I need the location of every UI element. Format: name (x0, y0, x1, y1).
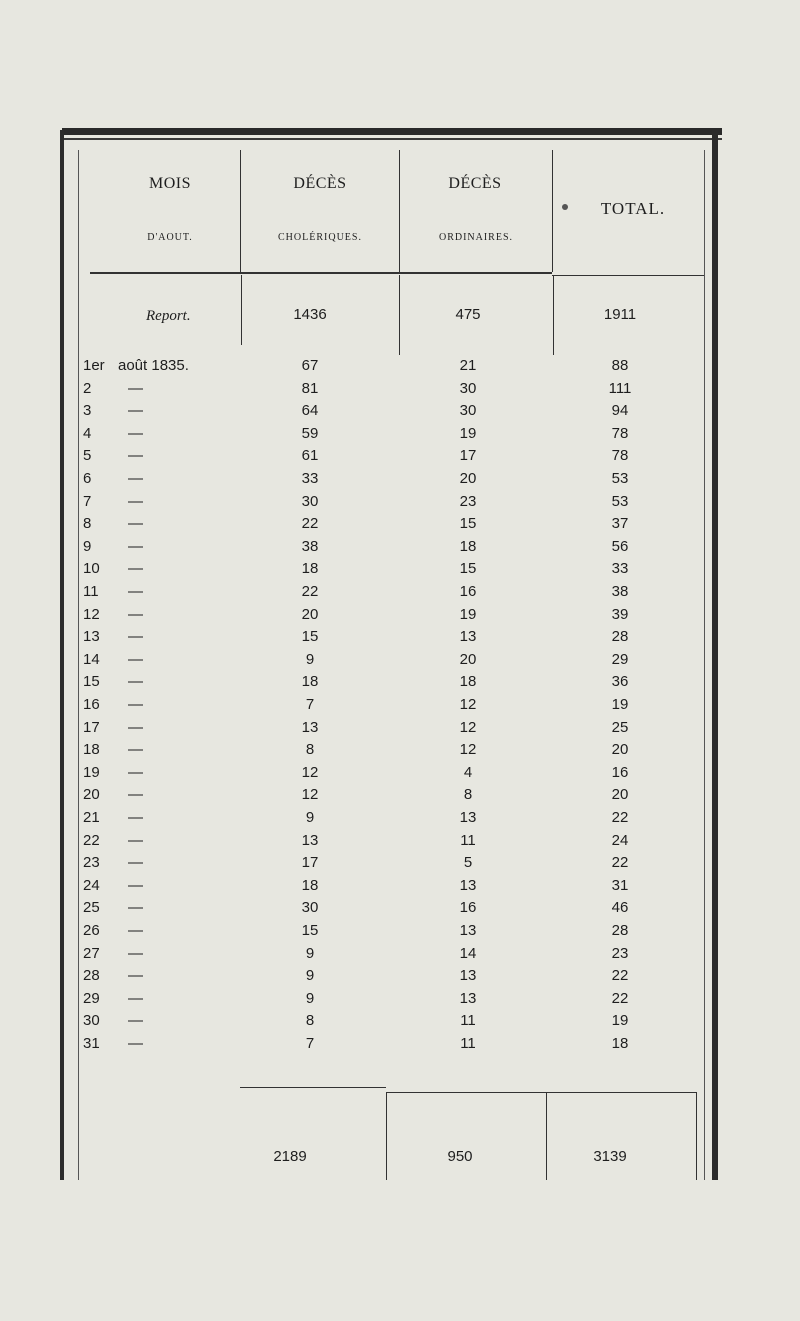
row-ordinaires: 19 (459, 606, 477, 623)
row-day: 31 (83, 1035, 100, 1052)
row-day: 3 (83, 402, 92, 419)
row-dash: — (128, 945, 143, 962)
table-right-border (712, 130, 718, 1180)
row-choleriques: 18 (301, 560, 319, 577)
row-day: 23 (83, 854, 100, 871)
row-total: 38 (611, 583, 629, 600)
row-total: 56 (611, 538, 629, 555)
row-ordinaires: 8 (463, 786, 473, 803)
row-ordinaires: 11 (460, 832, 476, 849)
row-day: 25 (83, 899, 100, 916)
row-day: 16 (83, 696, 100, 713)
row-dash: — (128, 741, 143, 758)
row-choleriques: 38 (301, 538, 319, 555)
row-dash: — (128, 967, 143, 984)
row-ordinaires: 11 (460, 1035, 476, 1052)
header-total: TOTAL. (600, 199, 666, 218)
row-total: 111 (608, 380, 632, 397)
row-total: 46 (611, 899, 629, 916)
row-dash: — (128, 922, 143, 939)
row-ordinaires: 18 (459, 673, 477, 690)
row-total: 36 (611, 673, 629, 690)
row-total: 22 (611, 809, 629, 826)
row-dash: — (128, 583, 143, 600)
row-total: 23 (611, 945, 629, 962)
total-choleriques: 2189 (273, 1148, 307, 1165)
row-choleriques: 22 (301, 515, 319, 532)
row-ordinaires: 30 (459, 402, 477, 419)
row-choleriques: 81 (301, 380, 319, 397)
row-ordinaires: 21 (459, 357, 477, 374)
row-month-label: août 1835. (118, 357, 189, 374)
row-dash: — (128, 877, 143, 894)
row-total: 88 (611, 357, 629, 374)
table-top-border (62, 128, 722, 135)
row-day: 4 (83, 425, 92, 442)
row-dash: — (128, 899, 143, 916)
row-total: 22 (611, 854, 629, 871)
row-choleriques: 9 (305, 945, 315, 962)
row-day: 9 (83, 538, 92, 555)
row-dash: — (128, 809, 143, 826)
row-day: 26 (83, 922, 100, 939)
row-dash: — (128, 402, 143, 419)
row-dash: — (128, 560, 143, 577)
row-ordinaires: 23 (459, 493, 477, 510)
row-ordinaires: 20 (459, 470, 477, 487)
row-total: 33 (611, 560, 629, 577)
totals-divider-1 (386, 1092, 387, 1180)
row-choleriques: 18 (301, 877, 319, 894)
row-dash: — (128, 538, 143, 555)
row-choleriques: 12 (301, 786, 319, 803)
row-day: 15 (83, 673, 100, 690)
row-day: 8 (83, 515, 92, 532)
row-ordinaires: 13 (459, 922, 477, 939)
row-ordinaires: 13 (459, 628, 477, 645)
row-ordinaires: 5 (463, 854, 473, 871)
row-choleriques: 12 (301, 764, 319, 781)
row-dash: — (128, 470, 143, 487)
row-ordinaires: 16 (459, 899, 477, 916)
table-top-border-inner (62, 138, 722, 140)
totals-rule-1 (240, 1087, 386, 1088)
row-choleriques: 7 (305, 1035, 315, 1052)
row-ordinaires: 13 (459, 877, 477, 894)
totals-divider-3 (696, 1092, 697, 1180)
header-divider-1 (240, 150, 241, 272)
row-day: 17 (83, 719, 100, 736)
row-choleriques: 8 (305, 1012, 315, 1029)
row-dash: — (128, 515, 143, 532)
row-day: 6 (83, 470, 92, 487)
header-divider-2 (399, 150, 400, 272)
total-total: 3139 (593, 1148, 627, 1165)
row-choleriques: 61 (301, 447, 319, 464)
row-ordinaires: 12 (459, 696, 477, 713)
row-dash: — (128, 764, 143, 781)
row-day: 22 (83, 832, 100, 849)
row-day: 29 (83, 990, 100, 1007)
row-total: 31 (611, 877, 629, 894)
row-choleriques: 9 (305, 990, 315, 1007)
row-ordinaires: 18 (459, 538, 477, 555)
report-ordinaires: 475 (455, 306, 481, 323)
row-day: 28 (83, 967, 100, 984)
row-choleriques: 20 (301, 606, 319, 623)
row-choleriques: 15 (301, 628, 319, 645)
row-choleriques: 13 (301, 719, 319, 736)
row-dash: — (128, 425, 143, 442)
row-ordinaires: 4 (463, 764, 473, 781)
row-total: 25 (611, 719, 629, 736)
row-total: 19 (611, 1012, 629, 1029)
row-total: 28 (611, 922, 629, 939)
row-day: 14 (83, 651, 100, 668)
row-choleriques: 9 (305, 651, 315, 668)
row-day: 30 (83, 1012, 100, 1029)
row-ordinaires: 30 (459, 380, 477, 397)
row-choleriques: 30 (301, 493, 319, 510)
row-total: 16 (611, 764, 629, 781)
row-day: 11 (83, 583, 99, 600)
row-choleriques: 33 (301, 470, 319, 487)
row-day: 13 (83, 628, 100, 645)
table-left-border (60, 130, 64, 1180)
header-ordinaires-sub: ORDINAIRES. (438, 232, 514, 243)
totals-rule-2 (386, 1092, 546, 1093)
row-ordinaires: 17 (459, 447, 477, 464)
row-total: 78 (611, 425, 629, 442)
row-choleriques: 18 (301, 673, 319, 690)
row-ordinaires: 13 (459, 990, 477, 1007)
header-ordinaires: DÉCÈS (448, 175, 502, 192)
row-total: 53 (611, 493, 629, 510)
row-day: 12 (83, 606, 100, 623)
row-day: 24 (83, 877, 100, 894)
row-choleriques: 17 (301, 854, 319, 871)
report-total: 1911 (603, 306, 637, 323)
row-day: 18 (83, 741, 100, 758)
row-ordinaires: 12 (459, 719, 477, 736)
header-choleriques: DÉCÈS (293, 175, 347, 192)
row-ordinaires: 20 (459, 651, 477, 668)
row-ordinaires: 15 (459, 515, 477, 532)
report-label: Report. (146, 308, 191, 324)
row-choleriques: 9 (305, 809, 315, 826)
row-day: 10 (83, 560, 100, 577)
table-left-border-inner (78, 150, 79, 1180)
report-divider-3 (553, 275, 554, 355)
row-dash: — (128, 493, 143, 510)
header-bottom-rule-right (552, 275, 704, 276)
row-ordinaires: 15 (459, 560, 477, 577)
totals-divider-2 (546, 1092, 547, 1180)
row-day: 20 (83, 786, 100, 803)
row-day: 27 (83, 945, 100, 962)
row-total: 39 (611, 606, 629, 623)
row-dash: — (128, 990, 143, 1007)
header-mois-sub: D'AOUT. (147, 232, 193, 243)
row-total: 53 (611, 470, 629, 487)
row-choleriques: 30 (301, 899, 319, 916)
row-ordinaires: 13 (459, 967, 477, 984)
row-ordinaires: 16 (459, 583, 477, 600)
row-choleriques: 22 (301, 583, 319, 600)
row-total: 22 (611, 967, 629, 984)
row-choleriques: 13 (301, 832, 319, 849)
row-dash: — (128, 1035, 143, 1052)
totals-rule-3 (546, 1092, 696, 1093)
report-divider-2 (399, 275, 400, 355)
row-day: 7 (83, 493, 92, 510)
report-choleriques: 1436 (293, 306, 327, 323)
row-choleriques: 15 (301, 922, 319, 939)
row-dash: — (128, 447, 143, 464)
row-dash: — (128, 1012, 143, 1029)
row-ordinaires: 13 (459, 809, 477, 826)
row-ordinaires: 12 (459, 741, 477, 758)
header-mois: MOIS (148, 175, 191, 192)
row-dash: — (128, 628, 143, 645)
row-total: 19 (611, 696, 629, 713)
row-dash: — (128, 854, 143, 871)
table-right-border-inner (704, 150, 705, 1180)
row-dash: — (128, 696, 143, 713)
row-total: 28 (611, 628, 629, 645)
row-dash: — (128, 606, 143, 623)
row-dash: — (128, 832, 143, 849)
row-ordinaires: 19 (459, 425, 477, 442)
row-choleriques: 67 (301, 357, 319, 374)
row-total: 18 (611, 1035, 629, 1052)
row-choleriques: 7 (305, 696, 315, 713)
row-total: 22 (611, 990, 629, 1007)
row-day: 19 (83, 764, 100, 781)
header-divider-3 (552, 150, 553, 272)
row-day: 2 (83, 380, 92, 397)
row-total: 20 (611, 786, 629, 803)
header-bottom-rule (90, 272, 552, 274)
row-total: 29 (611, 651, 629, 668)
row-total: 24 (611, 832, 629, 849)
total-ordinaires: 950 (447, 1148, 473, 1165)
row-total: 20 (611, 741, 629, 758)
row-total: 94 (611, 402, 629, 419)
row-choleriques: 64 (301, 402, 319, 419)
row-day: 5 (83, 447, 92, 464)
row-choleriques: 9 (305, 967, 315, 984)
row-total: 78 (611, 447, 629, 464)
row-ordinaires: 11 (460, 1012, 476, 1029)
row-dash: — (128, 786, 143, 803)
row-dash: — (128, 719, 143, 736)
row-ordinaires: 14 (459, 945, 477, 962)
row-choleriques: 59 (301, 425, 319, 442)
row-dash: — (128, 380, 143, 397)
row-day: 1er (83, 357, 105, 374)
row-choleriques: 8 (305, 741, 315, 758)
report-divider-1 (241, 275, 242, 345)
row-total: 37 (611, 515, 629, 532)
row-dash: — (128, 651, 143, 668)
row-dash: — (128, 673, 143, 690)
header-choleriques-sub: CHOLÉRIQUES. (278, 232, 362, 243)
row-day: 21 (83, 809, 100, 826)
